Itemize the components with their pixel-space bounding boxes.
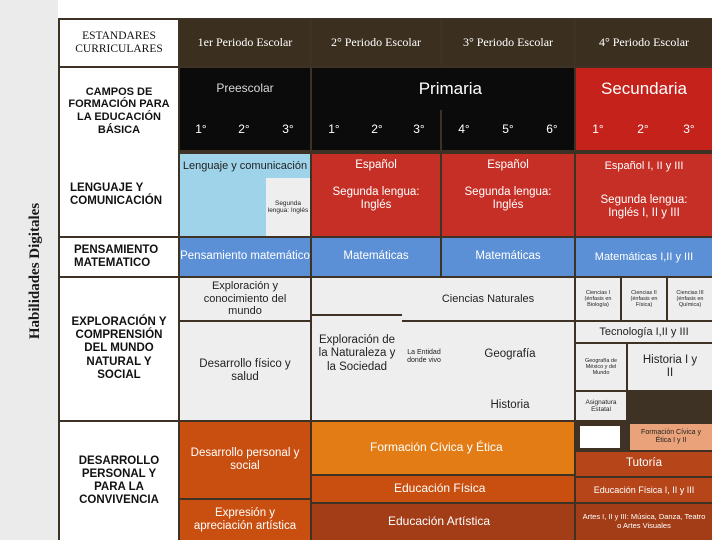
artes-secundaria: Artes I, II y III: Música, Danza, Teatro o Artes Visuales [576, 504, 712, 540]
field-exploracion: EXPLORACIÓN Y COMPRENSIÓN DEL MUNDO NATURAL Y SOCIAL [60, 278, 178, 420]
grade-label: 1° [576, 110, 620, 150]
segunda-lengua-secundaria: Segunda lengua: Inglés I, II y III [576, 178, 712, 236]
desarrollo-personal-preescolar: Desarrollo personal y social [180, 422, 310, 498]
estandares-header: ESTANDARES CURRICULARES [60, 20, 178, 66]
grade-label: 3° [266, 110, 310, 150]
entidad-primaria: La Entidad donde vivo [402, 322, 446, 392]
pensamiento-matematico-preescolar: Pensamiento matemático [180, 238, 310, 276]
grade-label: 5° [486, 110, 530, 150]
campos-header: CAMPOS DE FORMACIÓN PARA LA EDUCACIÓN BÁSICA [60, 68, 178, 154]
period-2-header: 2° Periodo Escolar [312, 20, 440, 66]
espanol-secundaria: Español I, II y III [576, 154, 712, 178]
ciencias-2-secundaria: Ciencias II (énfasis en Física) [622, 278, 666, 320]
tutoria-secundaria: Tutoría [576, 452, 712, 476]
educacion-fisica-primaria: Educación Física [312, 476, 574, 502]
lenguaje-preescolar: Lenguaje y comunicación [180, 154, 310, 178]
field-matematico: PENSAMIENTO MATEMATICO [60, 238, 178, 276]
primaria-header: Primaria [312, 68, 574, 110]
geografia-primaria: Geografía [446, 322, 574, 392]
grade-label: 4° [442, 110, 486, 150]
grade-label: 1° [180, 110, 222, 150]
segunda-lengua-preescolar: Segunda lengua: Inglés [266, 178, 310, 236]
grade-label: 2° [620, 110, 666, 150]
segunda-lengua-primaria-a: Segunda lengua: Inglés [312, 178, 440, 236]
field-convivencia: DESARROLLO PERSONAL Y PARA LA CONVIVENCIA [60, 422, 178, 540]
historia-primaria: Historia [446, 392, 574, 420]
grade-label: 3° [398, 110, 440, 150]
educacion-artistica-primaria: Educación Artística [312, 504, 574, 540]
matematicas-primaria-a: Matemáticas [312, 238, 440, 276]
exploracion-blank-2 [312, 392, 446, 420]
desarrollo-fisico-preescolar: Desarrollo físico y salud [180, 322, 310, 420]
formacion-civica-secundaria: Formación Cívica y Ética I y II [630, 424, 712, 450]
period-1-header: 1er Periodo Escolar [180, 20, 310, 66]
historia-secundaria: Historia I y II [628, 344, 712, 390]
grade-label: 2° [222, 110, 266, 150]
matematicas-primaria-b: Matemáticas [442, 238, 574, 276]
asignatura-estatal-secundaria: Asignatura Estatal [576, 392, 626, 420]
exploracion-blank [312, 278, 402, 314]
espanol-primaria-b: Español [442, 154, 574, 178]
ciencias-naturales-primaria: Ciencias Naturales [402, 278, 574, 320]
exploracion-naturaleza-primaria: Exploración de la Naturaleza y la Sociedad [312, 316, 402, 392]
grade-label: 6° [530, 110, 574, 150]
field-lenguaje: LENGUAJE Y COMUNICACIÓN [60, 154, 178, 236]
matematicas-secundaria: Matemáticas I,II y III [576, 238, 712, 276]
educacion-fisica-secundaria: Educación Física I, II y III [576, 478, 712, 502]
preescolar-header: Preescolar [180, 68, 310, 110]
grade-label: 2° [356, 110, 398, 150]
grade-label: 1° [312, 110, 356, 150]
period-4-header: 4° Periodo Escolar [576, 20, 712, 66]
side-label: Habilidades Digitales [27, 202, 43, 340]
expresion-artistica-preescolar: Expresión y apreciación artística [180, 500, 310, 540]
espanol-primaria-a: Español [312, 154, 440, 178]
secundaria-blank [580, 426, 620, 448]
tecnologia-secundaria: Tecnología I,II y III [576, 322, 712, 342]
period-3-header: 3° Periodo Escolar [442, 20, 574, 66]
segunda-lengua-primaria-b: Segunda lengua: Inglés [442, 178, 574, 236]
lenguaje-preescolar-fill [180, 178, 266, 236]
ciencias-3-secundaria: Ciencias III (énfasis en Química) [668, 278, 712, 320]
ciencias-1-secundaria: Ciencias I (énfasis en Biología) [576, 278, 620, 320]
formacion-civica-primaria: Formación Cívica y Ética [312, 422, 574, 474]
geografia-secundaria: Geografía de México y del Mundo [576, 344, 626, 390]
exploracion-preescolar: Exploración y conocimiento del mundo [180, 278, 310, 320]
grade-label: 3° [666, 110, 712, 150]
secundaria-header: Secundaria [576, 68, 712, 110]
